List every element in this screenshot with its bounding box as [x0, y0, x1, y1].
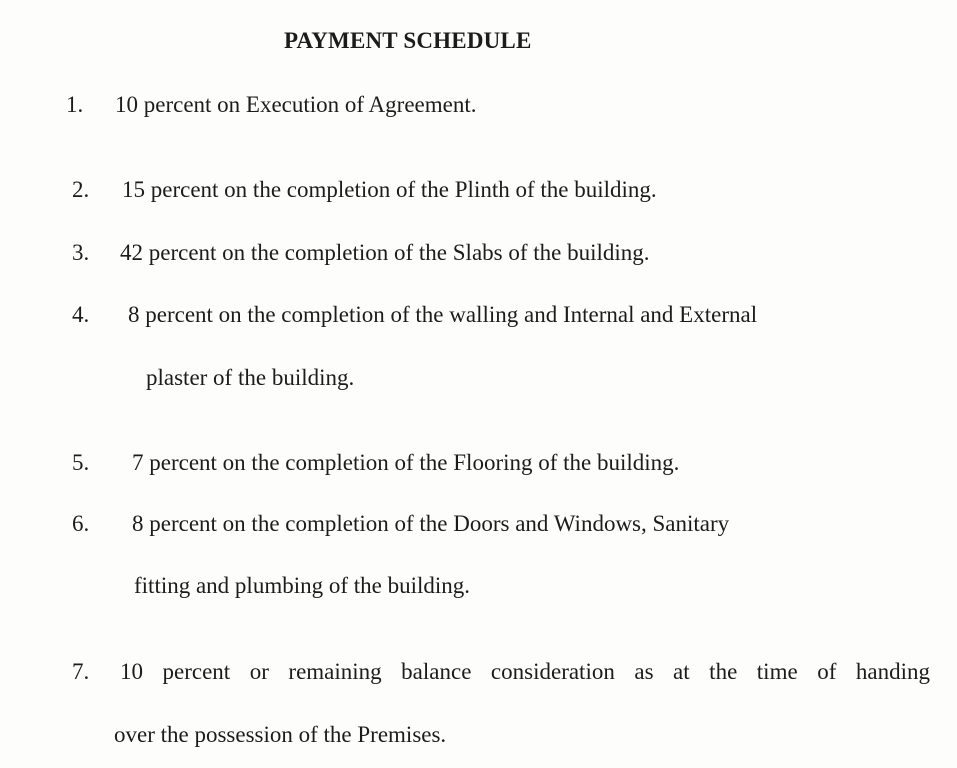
list-item-2-text: 15 percent on the completion of the Plinth of the building.: [122, 177, 657, 202]
list-item-4-number: 4.: [72, 302, 90, 327]
list-item-7-text-line-2: over the possession of the Premises.: [114, 722, 447, 747]
list-item-1-text: 10 percent on Execution of Agreement.: [115, 92, 477, 117]
list-item-7-text-line-1: 10 percent or remaining balance consideration as at the time of handing: [120, 659, 930, 684]
page-title: PAYMENT SCHEDULE: [284, 28, 532, 53]
list-item-6-text-line-2: fitting and plumbing of the building.: [134, 573, 471, 598]
list-item-2-number: 2.: [72, 177, 90, 202]
list-item-3-text: 42 percent on the completion of the Slabs of the building.: [120, 240, 650, 265]
list-item-7-number: 7.: [72, 659, 90, 684]
list-item-6-text-line-1: 8 percent on the completion of the Doors and Windows, Sanitary: [132, 511, 730, 536]
list-item-6-number: 6.: [72, 511, 90, 536]
list-item-5-text: 7 percent on the completion of the Flooring of the building.: [132, 450, 680, 475]
list-item-1-number: 1.: [66, 92, 84, 117]
list-item-4-text-line-1: 8 percent on the completion of the walling and Internal and External: [128, 302, 758, 327]
list-item-3-number: 3.: [72, 240, 90, 265]
list-item-4-text-line-2: plaster of the building.: [146, 365, 355, 390]
list-item-5-number: 5.: [72, 450, 90, 475]
